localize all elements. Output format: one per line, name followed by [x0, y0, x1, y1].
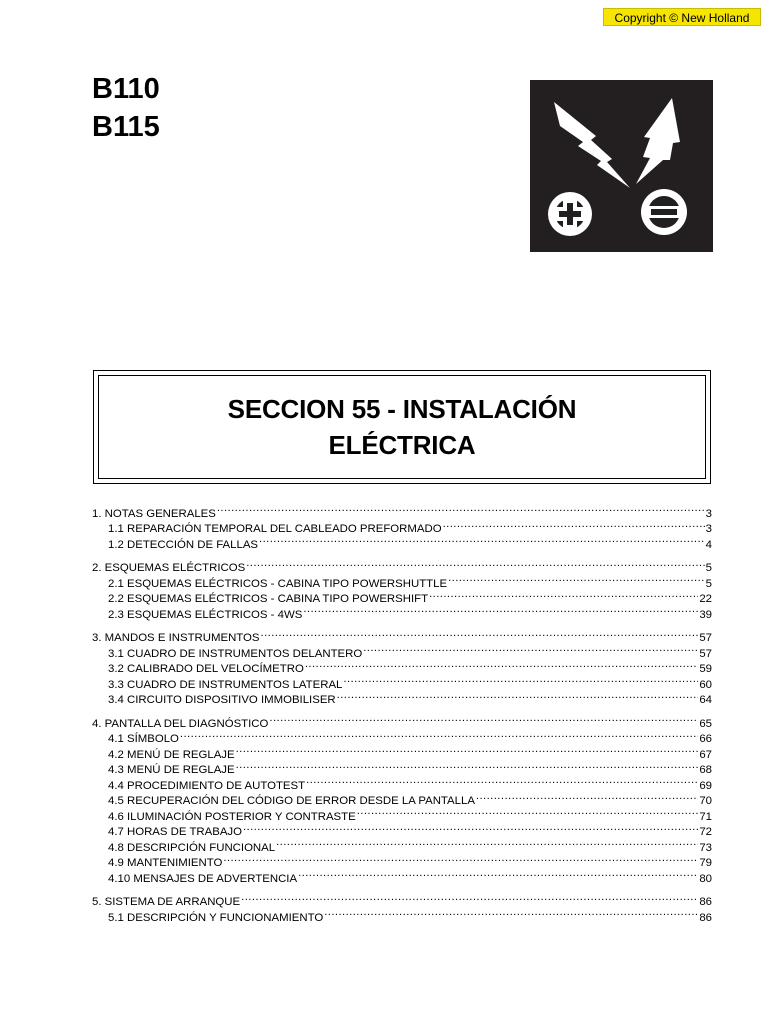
- lightning-bolt-right-icon: [636, 98, 680, 184]
- toc-leader-dots: [246, 556, 704, 572]
- copyright-badge: Copyright © New Holland: [603, 8, 761, 26]
- toc-entry-label: 4.3 MENÚ DE REGLAJE: [108, 764, 235, 776]
- toc-leader-dots: [337, 688, 699, 704]
- toc-leader-dots: [429, 587, 698, 603]
- model-numbers: [92, 70, 160, 146]
- toc-entry-label: 4. PANTALLA DEL DIAGNÓSTICO: [92, 717, 269, 730]
- toc-entry-label: 1. NOTAS GENERALES: [92, 507, 216, 520]
- toc-entry-label: 5.1 DESCRIPCIÓN Y FUNCIONAMIENTO: [108, 911, 324, 924]
- toc-entry[interactable]: [92, 711, 712, 730]
- toc-entry[interactable]: [92, 626, 712, 642]
- toc-leader-dots: [269, 711, 698, 727]
- toc-entry-label: 4.10 MENSAJES DE ADVERTENCIA: [108, 872, 298, 885]
- toc-entry[interactable]: [92, 501, 712, 520]
- toc-leader-dots: [223, 851, 698, 867]
- toc-entry-page: 73: [699, 841, 712, 854]
- toc-leader-dots: [243, 820, 698, 836]
- toc-entry-label: 3.2 CALIBRADO DEL VELOCÍMETRO: [108, 663, 304, 675]
- toc-entry-label: 4.7 HORAS DE TRABAJO: [108, 826, 242, 838]
- toc-entry-label: 5. SISTEMA DE ARRANQUE: [92, 896, 241, 908]
- lightning-bolt-left-icon: [554, 102, 630, 188]
- toc-leader-dots: [298, 866, 698, 882]
- toc-entry-label: 2. ESQUEMAS ELÉCTRICOS: [92, 562, 246, 574]
- toc-leader-dots: [303, 602, 698, 618]
- toc-entry-label: 1.2 DETECCIÓN DE FALLAS: [108, 538, 259, 551]
- toc-entry-page: 64: [699, 694, 712, 706]
- toc-entry-label: 4.1 SÍMBOLO: [108, 733, 179, 745]
- toc-leader-dots: [305, 657, 699, 673]
- toc-entry-label: 4.2 MENÚ DE REGLAJE: [108, 748, 235, 761]
- toc-entry-page: 65: [699, 717, 712, 730]
- toc-entry-page: 67: [699, 748, 712, 761]
- toc-entry-label: 2.3 ESQUEMAS ELÉCTRICOS - 4WS: [108, 608, 303, 621]
- toc-leader-dots: [363, 641, 698, 657]
- toc-leader-dots: [236, 758, 699, 774]
- toc-entry-page: 4: [705, 538, 712, 551]
- toc-entry-label: 4.8 DESCRIPCIÓN FUNCIONAL: [108, 841, 276, 854]
- toc-entry-page: 86: [699, 911, 712, 924]
- toc-leader-dots: [306, 773, 698, 789]
- toc-leader-dots: [217, 501, 705, 517]
- toc-entry-page: 5: [705, 562, 712, 574]
- toc-entry-page: 3: [705, 523, 712, 535]
- toc-entry-page: 68: [699, 764, 712, 776]
- toc-entry-page: 22: [699, 593, 712, 605]
- toc-entry-label: 4.5 RECUPERACIÓN DEL CÓDIGO DE ERROR DESDE LA PANTALLA: [108, 795, 475, 807]
- toc-entry-label: 4.4 PROCEDIMIENTO DE AUTOTEST: [108, 779, 306, 792]
- toc-entry-page: 70: [699, 795, 712, 807]
- minus-circle-icon: [641, 189, 687, 235]
- toc-entry-page: 80: [699, 872, 712, 885]
- electrical-lightning-plus-minus-icon: [530, 80, 713, 252]
- toc-entry-label: 2.2 ESQUEMAS ELÉCTRICOS - CABINA TIPO POWERSHIFT: [108, 593, 429, 605]
- toc-leader-dots: [343, 672, 698, 688]
- toc-entry-page: 86: [699, 896, 712, 908]
- toc-entry-page: 72: [699, 826, 712, 838]
- toc-entry-label: 3.3 CUADRO DE INSTRUMENTOS LATERAL: [108, 678, 343, 691]
- toc-leader-dots: [261, 626, 699, 642]
- toc-entry-label: 3.1 CUADRO DE INSTRUMENTOS DELANTERO: [108, 647, 363, 660]
- table-of-contents: [92, 501, 712, 924]
- toc-entry[interactable]: [92, 890, 712, 906]
- section-title-line: SECCION 55 - INSTALACIÓN: [227, 394, 577, 424]
- toc-leader-dots: [241, 890, 698, 906]
- toc-leader-dots: [259, 532, 705, 548]
- toc-leader-dots: [276, 835, 698, 851]
- electrical-section-logo: [530, 80, 713, 252]
- toc-entry-label: 2.1 ESQUEMAS ELÉCTRICOS - CABINA TIPO POWERSHUTTLE: [108, 577, 448, 590]
- toc-entry-page: 59: [699, 663, 712, 675]
- toc-entry-label: 3.4 CIRCUITO DISPOSITIVO IMMOBILISER: [108, 694, 336, 706]
- toc-leader-dots: [476, 789, 698, 805]
- toc-leader-dots: [443, 517, 705, 533]
- toc-entry-page: 3: [705, 507, 712, 520]
- toc-entry-page: 57: [699, 632, 712, 644]
- toc-entry-page: 57: [699, 647, 712, 660]
- toc-entry-label: 4.6 ILUMINACIÓN POSTERIOR Y CONTRASTE: [108, 810, 356, 823]
- model-number: B115: [92, 111, 160, 143]
- toc-entry-page: 66: [699, 733, 712, 745]
- plus-circle-icon: [548, 192, 592, 236]
- toc-entry-label: 4.9 MANTENIMIENTO: [108, 857, 223, 869]
- toc-leader-dots: [448, 571, 705, 587]
- toc-entry-page: 71: [699, 810, 712, 823]
- toc-entry[interactable]: [92, 556, 712, 572]
- toc-entry-page: 5: [705, 577, 712, 590]
- toc-leader-dots: [324, 905, 698, 921]
- toc-entry-page: 39: [699, 608, 712, 621]
- model-number: B110: [92, 73, 160, 105]
- toc-leader-dots: [236, 742, 699, 758]
- toc-entry[interactable]: [92, 742, 712, 761]
- toc-entry-label: 3. MANDOS E INSTRUMENTOS: [92, 632, 260, 644]
- toc-leader-dots: [357, 804, 699, 820]
- toc-entry[interactable]: [92, 727, 712, 743]
- toc-leader-dots: [180, 727, 698, 743]
- toc-entry-page: 69: [699, 779, 712, 792]
- toc-entry-page: 79: [699, 857, 712, 869]
- toc-entry-page: 60: [699, 678, 712, 691]
- toc-entry-label: 1.1 REPARACIÓN TEMPORAL DEL CABLEADO PREFORMADO: [108, 523, 442, 535]
- section-title-box: [93, 370, 711, 484]
- section-title-line: ELÉCTRICA: [328, 430, 476, 460]
